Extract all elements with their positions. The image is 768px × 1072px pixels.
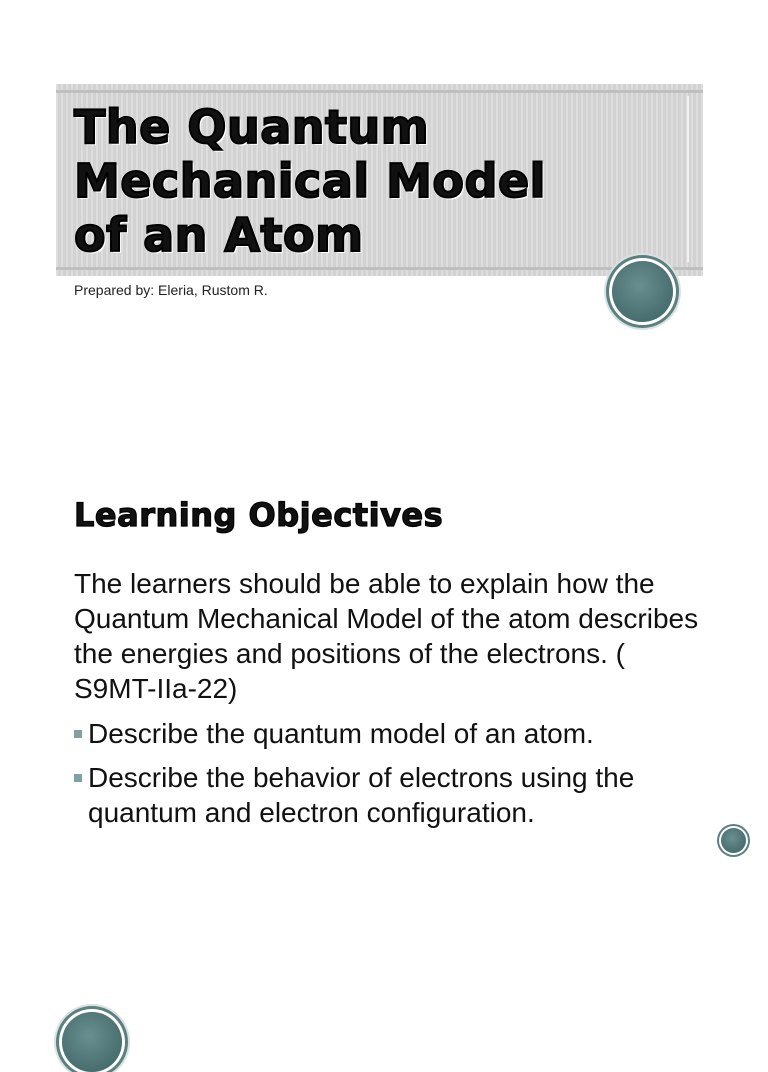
banner-bottom-rule <box>56 267 703 270</box>
objectives-list <box>74 716 714 839</box>
bullet-text-1: Describe the quantum model of an atom. <box>88 718 594 749</box>
square-bullet-icon <box>74 774 82 782</box>
objectives-heading: Learning Objectives <box>74 496 444 534</box>
list-item <box>74 760 714 830</box>
title-line-1: The Quantum <box>74 100 430 154</box>
bullet-text-2: Describe the behavior of electrons using the quantum and electron configuration. <box>88 762 635 828</box>
title-line-3: of an Atom <box>74 208 364 262</box>
slide-title <box>74 100 674 262</box>
decorative-circle-icon <box>62 1012 122 1072</box>
title-slide <box>0 0 768 462</box>
decorative-circle-icon <box>721 828 746 853</box>
title-line-2: Mechanical Model <box>74 154 546 208</box>
author-subtitle: Prepared by: Eleria, Rustom R. <box>74 282 268 298</box>
objectives-body: The learners should be able to explain how the Quantum Mechanical Model of the atom describes the energies and positions of the electrons. ( S9MT-IIa-22) <box>74 568 699 704</box>
list-item <box>74 716 714 751</box>
banner-stripe <box>687 96 689 262</box>
banner-top-rule <box>56 90 703 93</box>
decorative-circle-icon <box>612 261 673 322</box>
square-bullet-icon <box>74 730 82 738</box>
